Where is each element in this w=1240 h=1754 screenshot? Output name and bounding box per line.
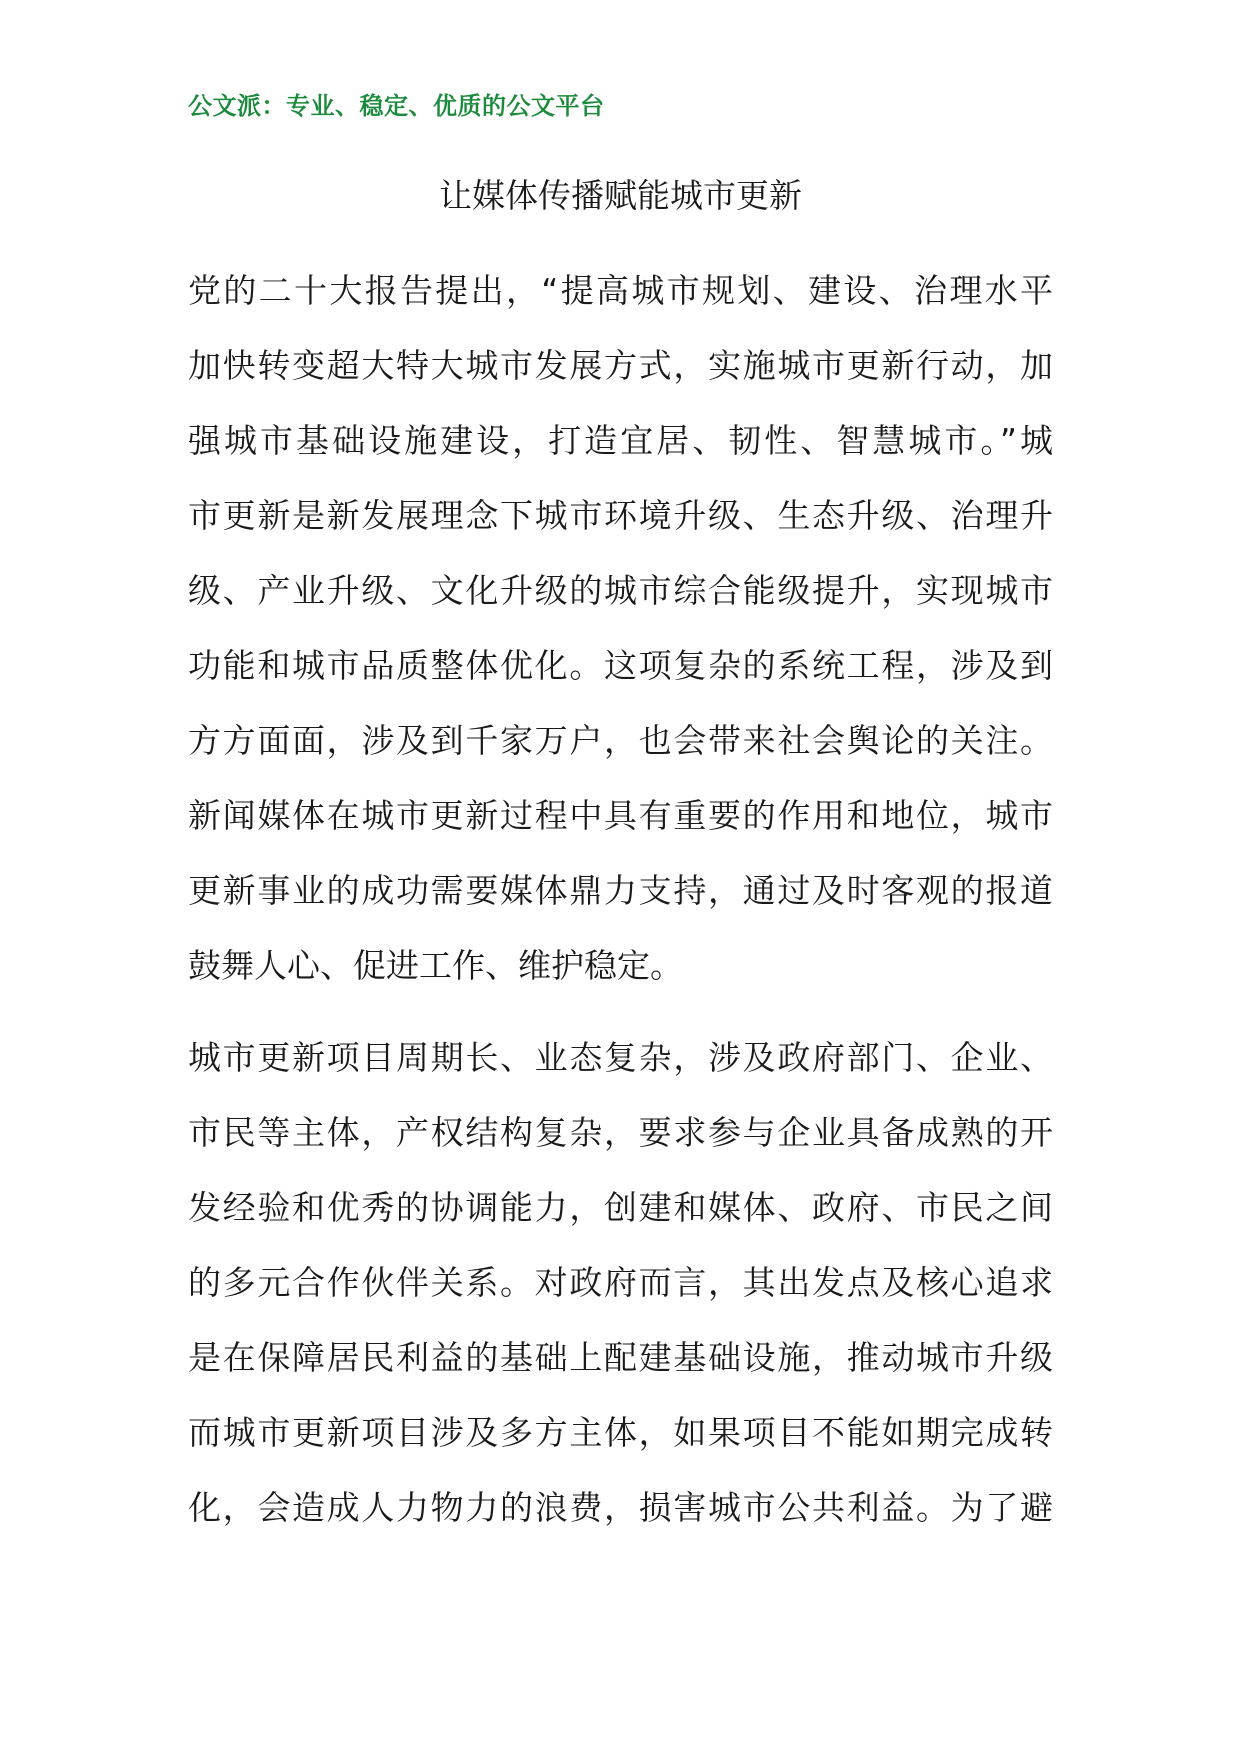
paragraph-line: 城市更新项目周期长、业态复杂，涉及政府部门、企业、 <box>188 1038 1053 1077</box>
paragraph-1 <box>188 253 1053 1003</box>
paragraph-line: 市更新是新发展理念下城市环境升级、生态升级、治理升 <box>188 496 1053 535</box>
paragraph-line: 功能和城市品质整体优化。这项复杂的系统工程，涉及到 <box>188 646 1053 685</box>
paragraph-line: 方方面面，涉及到千家万户，也会带来社会舆论的关注。 <box>188 721 1053 760</box>
paragraph-line: 发经验和优秀的协调能力，创建和媒体、政府、市民之间 <box>188 1188 1053 1227</box>
paragraph-line: 而城市更新项目涉及多方主体，如果项目不能如期完成转 <box>188 1413 1053 1452</box>
paragraph-line: 市民等主体，产权结构复杂，要求参与企业具备成熟的开 <box>188 1113 1053 1152</box>
paragraph-line: 党的二十大报告提出，“提高城市规划、建设、治理水平 <box>188 271 1053 310</box>
document-title: 让媒体传播赋能城市更新 <box>439 176 802 215</box>
paragraph-line: 的多元合作伙伴关系。对政府而言，其出发点及核心追求 <box>188 1263 1053 1302</box>
paragraph-line: 级、产业升级、文化升级的城市综合能级提升，实现城市 <box>188 571 1053 610</box>
paragraph-line: 更新事业的成功需要媒体鼎力支持，通过及时客观的报道 <box>188 871 1053 910</box>
paragraph-line: 鼓舞人心、促进工作、维护稳定。 <box>188 946 683 985</box>
paragraph-line: 强城市基础设施建设，打造宜居、韧性、智慧城市。”城 <box>188 421 1053 460</box>
paragraph-line: 化，会造成人力物力的浪费，损害城市公共利益。为了避 <box>188 1488 1053 1527</box>
header-brand-text: 公文派：专业、稳定、优质的公文平台 <box>188 92 605 120</box>
paragraph-2 <box>188 1020 1053 1545</box>
paragraph-line: 是在保障居民利益的基础上配建基础设施，推动城市升级 <box>188 1338 1053 1377</box>
paragraph-line: 新闻媒体在城市更新过程中具有重要的作用和地位，城市 <box>188 796 1053 835</box>
paragraph-line: 加快转变超大特大城市发展方式，实施城市更新行动，加 <box>188 346 1053 385</box>
